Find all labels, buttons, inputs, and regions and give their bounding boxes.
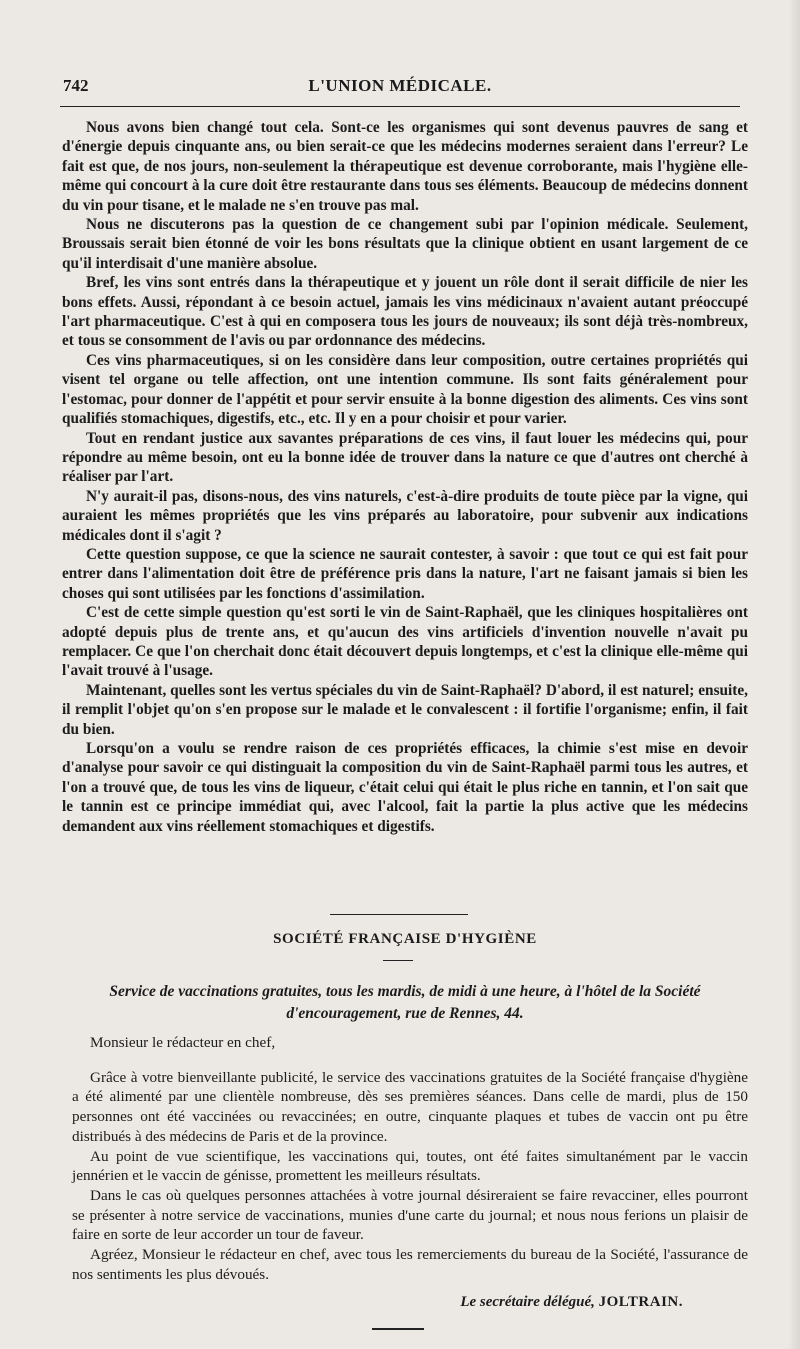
article-paragraph: Maintenant, quelles sont les vertus spéciales du vin de Saint-Raphaël? D'abord, il est naturel; ensuite, il remplit l'objet qu'on s'en propose sur le malade et le convalescent : il fortifie l'organisme; enfin, il fait du bien. <box>62 681 748 738</box>
article-body <box>62 118 748 836</box>
header-divider <box>60 106 740 107</box>
article-paragraph: Nous ne discuterons pas la question de ce changement subi par l'opinion médicale. Seulement, Broussais serait bien étonné de voir les bons résultats que la clinique obtient en usant largement de ce qu'il interdisait d'une manière absolue. <box>62 216 748 272</box>
article-paragraph: Bref, les vins sont entrés dans la thérapeutique et y jouent un rôle dont il serait difficile de nier les bons effets. Aussi, répondant à ce besoin actuel, jamais les vins médicinaux n'avaient autant préoccupé l'art pharmaceutique. C'est à qui en composera tous les jours de nouveaux; ils sont déjà très-nombreux, et tous se consomment de l'avis ou par ordonnance des médecins. <box>62 274 748 350</box>
signature-name: JOLTRAIN. <box>598 1294 683 1310</box>
section-subtitle: Service de vaccinations gratuites, tous les mardis, de midi à une heure, à l'hôtel de la Société d'encouragement, rue de Rennes, 44. <box>109 983 701 1022</box>
signature-role: Le secrétaire délégué, <box>460 1294 595 1310</box>
page-number: 742 <box>63 76 89 95</box>
article-paragraph: N'y aurait-il pas, disons-nous, des vins naturels, c'est-à-dire produits de toute pièce par la vigne, qui auraient les mêmes propriétés que les vins préparés au laboratoire, pour subvenir aux indications médicales dont il s'agit ? <box>62 487 748 544</box>
page-header <box>60 74 740 104</box>
article-paragraph: Lorsqu'on a voulu se rendre raison de ces propriétés efficaces, la chimie s'est mise en devoir d'analyse pour savoir ce qui distinguait la composition du vin de Saint-Raphaël parmi tous les autres, et l'on a trouvé que, de tous les vins de liqueur, c'était celui qui était le plus riche en tannin, et l'on sait que le tannin est ce principe immédiat qui, avec l'alcool, fait la partie la plus active que les médecins demandent aux vins réellement stomachiques et digestifs. <box>62 740 748 835</box>
letter-paragraph: Dans le cas où quelques personnes attachées à votre journal désireraient se faire revacciner, elles pourront se présenter à notre service de vaccinations, munies d'une carte du journal; et nous nous ferions un plaisir de faire en sorte de leur accorder un tour de faveur. <box>72 1186 748 1244</box>
letter-paragraph: Agréez, Monsieur le rédacteur en chef, avec tous les remerciements du bureau de la Société, l'assurance de nos sentiments les plus dévoués. <box>72 1246 748 1283</box>
title-underline <box>383 960 413 961</box>
article-paragraph: Ces vins pharmaceutiques, si on les considère dans leur composition, outre certaines propriétés qui visent tel organe ou telle affection, ont une intention commune. Ils sont faits généralement pour l'estomac, pour donner de l'appétit et pour servir ensuite à la bonne digestion des aliments. Ces vins sont qualifiés stomachiques, digestifs, etc., etc. Il y en a pour choisir et pour varier. <box>62 351 748 428</box>
section-divider <box>330 914 468 915</box>
letter-greeting: Monsieur le rédacteur en chef, <box>90 1034 276 1051</box>
letter-paragraph: Au point de vue scientifique, les vaccinations qui, toutes, ont été faites simultanément par le vaccin jennérien et le vaccin de génisse, promettent les meilleurs résultats. <box>72 1147 748 1185</box>
journal-title: L'UNION MÉDICALE. <box>308 76 492 95</box>
article-paragraph: Nous avons bien changé tout cela. Sont-ce les organismes qui sont devenus pauvres de sang et d'énergie depuis cinquante ans, ou bien serait-ce que les médecins modernes seraient dans l'erreur? Le fait est que, de nos jours, non-seulement la thérapeutique est devenue corroborante, mais l'hygiène elle-même qui concourt à la cure doit être restaurante dans tous ses éléments. Beaucoup de médecins donnent du vin pour tisane, et le malade ne s'en trouve pas mal. <box>62 119 748 214</box>
section-title: SOCIÉTÉ FRANÇAISE D'HYGIÈNE <box>273 931 537 947</box>
letter-paragraph: Grâce à votre bienveillante publicité, le service des vaccinations gratuites de la Société française d'hygiène a été alimenté par une clientèle nombreuse, dès ses premières séances. Dans celle de mardi, plus de 150 personnes ont été vaccinées ou revaccinées; en outre, cinquante plaques et tubes de vaccin ont pu être distribués à des médecins de Paris et de la province. <box>72 1068 748 1145</box>
letter-signature <box>62 1294 683 1311</box>
end-divider <box>372 1328 424 1330</box>
page-edge-shadow <box>788 0 800 1349</box>
article-paragraph: Cette question suppose, ce que la science ne saurait contester, à savoir : que tout ce qui est fait pour entrer dans l'alimentation doit être de préférence pris dans la nature, l'art ne faisant jamais si bien les choses qui sont utilisées par les fonctions d'assimilation. <box>62 545 748 602</box>
letter-body <box>72 1033 748 1284</box>
article-paragraph: C'est de cette simple question qu'est sorti le vin de Saint-Raphaël, que les cliniques hospitalières ont adopté depuis plus de trente ans, et qu'aucun des vins artificiels d'invention nouvelle n'avait pu remplacer. Ce que l'on cherchait donc était découvert depuis longtemps, et c'est la clinique elle-même qui l'avait trouvé à l'usage. <box>62 604 748 680</box>
article-paragraph: Tout en rendant justice aux savantes préparations de ces vins, il faut louer les médecins qui, pour répondre au même besoin, ont eu la bonne idée de trouver dans la nature ce que d'autres ont cherché à réaliser par l'art. <box>62 429 748 486</box>
